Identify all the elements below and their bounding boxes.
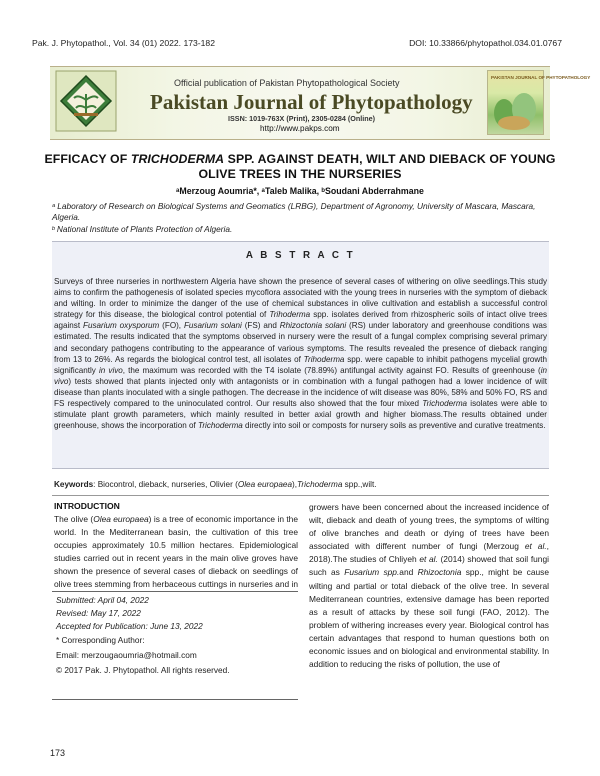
running-head-citation: Pak. J. Phytopathol., Vol. 34 (01) 2022. 173-182 [32, 38, 215, 48]
copyright-notice: © 2017 Pak. J. Phytopathol. All rights reserved. [56, 665, 230, 675]
cover-plant-image-icon [488, 83, 543, 133]
affiliation-a: ᵃ Laboratory of Research on Biological Systems and Geomatics (LRBG), Department of Agronomy, University of Mascara, Mascara, Algeria. [52, 201, 536, 222]
accepted-date: Accepted for Publication: June 13, 2022 [56, 621, 203, 631]
journal-url[interactable]: http://www.pakps.com [260, 124, 340, 133]
running-head-doi[interactable]: DOI: 10.33866/phytopathol.034.01.0767 [409, 38, 562, 48]
introduction-right-column: growers have been concerned about the increased incidence of wilt, dieback and death of young trees, the symptoms of wilting of olive branches and death or dying of trees have been associated with different number of fungi (Merzoug et al., 2018).The studies of Chliyeh et al. (2014) showed that soil fungi such as Fusarium spp.and Rhizoctonia spp., might be cause wilting and partial or total dieback of the olive tree. In several Mediterranean countries, extensive damage has been reported as a result of attacks by these soil fungi (FAO, 2012). The problem of withering increases every year. Biological control has certain advantages that respond to human questions both on economic issues and on biological and environmental stability. In addition to reducing the risks of pollution, the use of [309, 502, 549, 670]
article-title: EFFICACY OF TRICHODERMA SPP. AGAINST DEATH, WILT AND DIEBACK OF YOUNG OLIVE TREES IN THE NURSERIES [44, 152, 556, 181]
page-number: 173 [50, 748, 66, 758]
corresponding-author: * Corresponding Author: [56, 635, 145, 645]
section-divider [52, 495, 549, 496]
keywords-line: Keywords: Biocontrol, dieback, nurseries, Olivier (Olea europaea),Trichoderma spp.,wilt. [54, 480, 377, 489]
introduction-heading: INTRODUCTION [54, 501, 120, 511]
journal-title: Pakistan Journal of Phytopathology [150, 90, 473, 114]
affiliation-b: ᵇ National Institute of Plants Protection of Algeria. [52, 224, 233, 234]
introduction-left-column: The olive (Olea europaea) is a tree of economic importance in the world. In the Mediterranean basin, the cultivation of this tree occupies approximately 10.5 million hectares. Epidemiological studies carried out in recent years in the main olive groves have shown the presence of several cases of dieback on seedlings of olive trees stemming from herbaceous cuttings in nurseries and in [54, 514, 298, 590]
journal-cover-thumbnail [487, 70, 591, 135]
society-logo-icon [55, 70, 117, 132]
cover-title: PAKISTAN JOURNAL OF PHYTOPATHOLOGY [491, 75, 591, 80]
publication-line: Official publication of Pakistan Phytopathological Society [174, 78, 400, 88]
revised-date: Revised: May 17, 2022 [56, 608, 141, 618]
author-list: ᵃMerzoug Aoumria*, ᵃTaleb Malika, ᵇSoudani Abderrahmane [176, 186, 424, 196]
submitted-date: Submitted: April 04, 2022 [56, 595, 149, 605]
abstract-heading: A B S T R A C T [245, 250, 356, 261]
abstract-text: Surveys of three nurseries in northwestern Algeria have shown the presence of several cases of withering on olive seedlings.This study aims to confirm the pathogenesis of isolated species mycoflora associated with the young trees in nurseries with the symptom of dieback and wilting. In order to minimize the danger of the use of chemical substances in olive cultivation and establish a successful control strategy for this disease, the biological control potential of Trihoderma spp. isolates derived from rhizospheric soils of intact olive trees against Fusarium oxysporum (FO), Fusarium solani (FS) and Rhizoctonia solani (RS) under laboratory and greenhouse conditions was estimated. The results indicated that the symptoms observed in nursery were the result of a fungal complex comprising several primary and secondary pathogens contributing to the appearance of various symptoms. The results revealed the presence of dieback ranging from 13 to 26%. As regards the biological control test, all isolates of Trihoderma spp. were capable to inhibit pathogens mycelial growth significantly in vivo, the maximum was recorded with the T4 isolate (78.89%) antifungal activity against FO. Results of greenhouse (in vivo) tests showed that plants injected only with antagonists or in combination with a fungal pathogen had a lower incidence of wilt disease than plants inoculated with a single pathogen. The decrease in the incidence of wilt disease was 80%, 58% and 50% FO, RS and FS respectively compared to the uninoculated control. Our results also showed that the four mixed Trichoderma isolates were able to stimulate plant growth parameters, which mainly resulted in better axial growth and higher biomass.The results obtained under greenhouse, shows the incorporation of Trichoderma directly into soil or composts for nursery soils as preventive and curative treatments. [54, 277, 547, 431]
issn-line: ISSN: 1019-763X (Print), 2305-0284 (Online) [228, 114, 376, 123]
author-email[interactable]: Email: merzougaoumria@hotmail.com [56, 650, 197, 660]
